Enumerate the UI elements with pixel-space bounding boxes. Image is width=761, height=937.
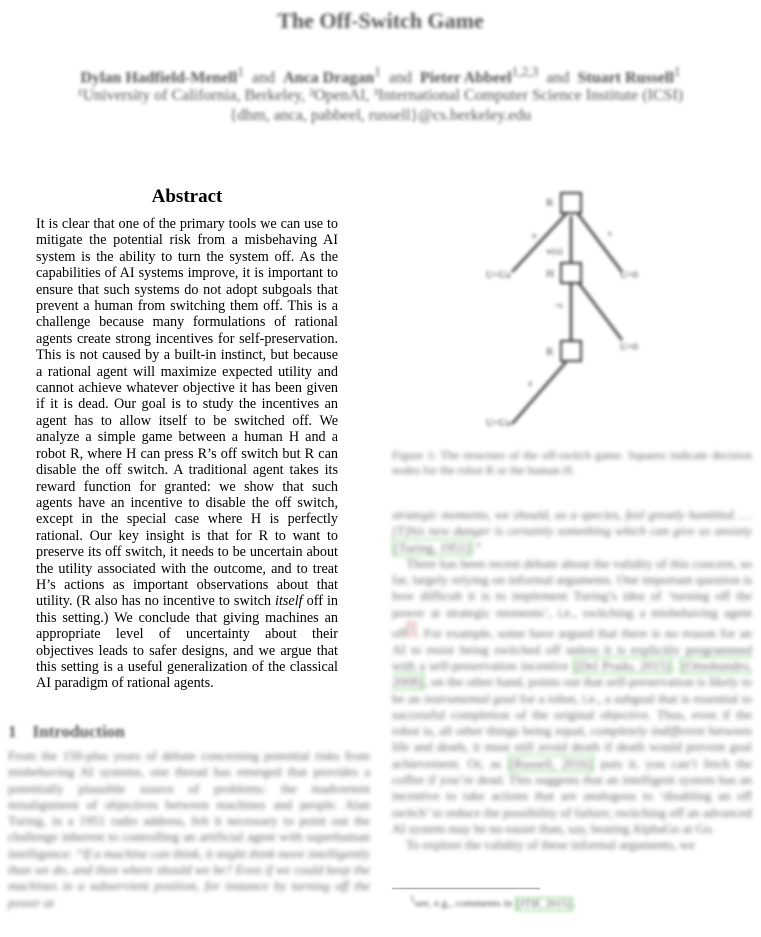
abstract-body xyxy=(36,216,338,692)
footnote-divider xyxy=(392,888,540,889)
human-node xyxy=(561,263,581,283)
edge-a-right xyxy=(578,214,622,272)
outcome-left-top: U=Ua xyxy=(486,270,511,281)
quote-end: .” xyxy=(472,539,482,555)
turing-quote: “If a machine can think, it might think more intelligently than we do, and then where should we be? Even if we could keep the machines in a subservient position, for instance by turning off the power at xyxy=(8,845,371,910)
label-edge-s: s xyxy=(608,228,612,238)
author-conjunction: and xyxy=(388,69,412,87)
affil-mark: ¹ xyxy=(77,87,83,104)
paragraph-text: . xyxy=(672,658,676,673)
citation-link[interactable]: [Del Prado, 2015] xyxy=(574,658,671,673)
footnote-mark: 1 xyxy=(410,894,415,904)
label-robot-bottom: R xyxy=(546,346,554,358)
quote-text: strategic moments, we should, as a species, feel greatly humbled. … [T]his new danger is certainly something which can give us anxiety xyxy=(392,507,752,539)
paragraph-text: , on the other hand, points out that self-preservation is likely to be an xyxy=(392,674,752,706)
outcome-bottom: U=Ua xyxy=(486,418,511,429)
paragraph-text: for a robot, i.e., a subgoal that is essential to successful completion of the original objective. Thus, even if the robot is, all other things being equal, xyxy=(392,690,752,739)
right-column-body xyxy=(392,507,752,854)
edge-a-left xyxy=(512,214,566,272)
emphasis: completely indifferent xyxy=(590,723,705,739)
outcome-right-top: U=0 xyxy=(620,270,638,281)
label-edge-off: ¬s xyxy=(554,300,563,310)
label-robot-top: R xyxy=(546,197,554,209)
robot-node-bottom xyxy=(561,341,581,361)
author-name: Stuart Russell xyxy=(577,69,674,87)
author-conjunction: and xyxy=(251,69,276,87)
emphasis: instrumental goal xyxy=(423,690,517,706)
abstract-heading: Abstract xyxy=(151,186,223,207)
citation-link[interactable]: [ITIF, 2015] xyxy=(516,897,571,910)
edge-h-off xyxy=(578,282,622,340)
robot-node-top xyxy=(561,193,581,213)
abstract-text: off in this setting.) We conclude that giving machines an appropriate level of uncertainty about their objectives leads to safer designs, and we argue that this setting is a useful generalization of the classical AI paradigm of rational agents. xyxy=(36,593,339,692)
author-name: Pieter Abbeel xyxy=(419,69,512,87)
label-edge-wait: w(a) xyxy=(546,246,563,256)
paragraph xyxy=(392,837,752,853)
author-conjunction: and xyxy=(546,69,570,87)
abstract-text: It is clear that one of the primary tools we can use to mitigate the potential risk from a misbehaving AI system is the ability to turn the system off. As the capabilities of AI systems improve, it is important to ensure that such systems do not adopt subgoals that prevent a human from switching them off. This is a challenge because many formulations of rational agents create strong incentives for self-preservation. This is not caused by a built-in instinct, but because a rational agent will maximize expected utility and cannot achieve whatever objective it has been given if it is dead. Our goal is to study the incentives an agent has to allow itself to be switched off. We analyze a simple game between a human H and a robot R, where H can press R’s off switch but R can disable the off switch. A traditional agent takes its reward function for granted: we show that such agents have an incentive to disable the off switch, except in the special case where H is perfectly rational. Our key insight is that for R to want to preserve its off switch, it needs to be uncertain about the utility associated with the outcome, and to treat H’s actions as important observations about that utility. (R also has no incentive to switch xyxy=(36,216,338,610)
author-affil-mark: 1,2,3 xyxy=(511,64,539,79)
citation-link[interactable]: [Russell, 2016] xyxy=(509,755,593,771)
section-number: 1 xyxy=(8,722,17,741)
citation-link[interactable]: [Omohundro, 2008] xyxy=(392,658,752,690)
footnote-text: see, e.g., comments in xyxy=(414,897,513,910)
outcome-right-mid: U=0 xyxy=(620,342,638,353)
label-human: H xyxy=(546,268,554,280)
paragraph-text: between life and death, it must still avoid death if death would prevent goal achievement. Or, as xyxy=(392,723,752,771)
paper-title: The Off-Switch Game xyxy=(277,8,484,33)
section-heading xyxy=(8,722,125,742)
intro-text: From the 150-plus years of debate concerning potential risks from misbehaving AI systems, one thread has emerged that provides a potentially plausible source of problems: the inadvertent misalignment of objectives between machines and people. Alan Turing, in a 1951 radio address, felt it necessary to point out the challenge inherent to controlling an artificial agent with superhuman intelligence: xyxy=(8,748,370,861)
off-switch-game-diagram xyxy=(470,180,670,440)
figure-caption: Figure 1: The structure of the off-switch game. Squares indicate decision nodes for the robot R or the human H. xyxy=(392,448,752,477)
paragraph-text: . For example, some have argued that there is no reason for an AI to resist being switched off unless it is explicitly programmed with a self-preservation incentive xyxy=(392,625,752,673)
paragraph-text: puts it, you can’t fetch the coffee if you’re dead. This suggests that an intelligent system has an incentive to take actions that are analogous to ‘disabling an off switch’ to reduce the possibility of failure; switching off an advanced AI system may be no easier than, say, beating AlphaGo at Go. xyxy=(392,755,752,836)
footnote-link[interactable]: 1 xyxy=(408,623,415,636)
quote-continuation xyxy=(392,507,752,556)
author-name: Dylan Hadfield-Menell xyxy=(80,69,238,87)
intro-body xyxy=(8,748,370,911)
author-list xyxy=(0,64,761,87)
author-affil-mark: 1 xyxy=(673,64,681,79)
abstract-emphasis: itself xyxy=(275,593,303,610)
affil-text: University of California, Berkeley, ²OpenAI, ³International Computer Science Institute (ICSI) xyxy=(82,87,684,104)
affiliations xyxy=(0,87,761,105)
label-edge-a1: a xyxy=(532,230,536,240)
edge-r-bottom xyxy=(512,362,566,424)
label-edge-a2: a xyxy=(528,378,532,388)
citation-link[interactable]: [Turing, 1951] xyxy=(394,539,471,555)
footnote xyxy=(410,894,576,910)
author-affil-mark: 1 xyxy=(374,64,381,79)
footnote-end: . xyxy=(572,897,576,910)
author-affil-mark: 1 xyxy=(237,64,244,79)
section-title: Introduction xyxy=(32,722,125,741)
author-name: Anca Dragan xyxy=(283,69,375,87)
paragraph-text: There has been recent debate about the validity of this concern, so far, largely relying on informal arguments. One important question is how difficult it is to implement Turing’s idea of ‘turning off the power at strategic moments’, i.e., switching a misbehaving agent off xyxy=(392,555,752,641)
paragraph-text: To explore the validity of these informal arguments, we xyxy=(406,837,695,853)
paragraph xyxy=(392,556,752,837)
author-emails: {dhm, anca, pabbeel, russell}@cs.berkeley.edu xyxy=(229,107,532,124)
